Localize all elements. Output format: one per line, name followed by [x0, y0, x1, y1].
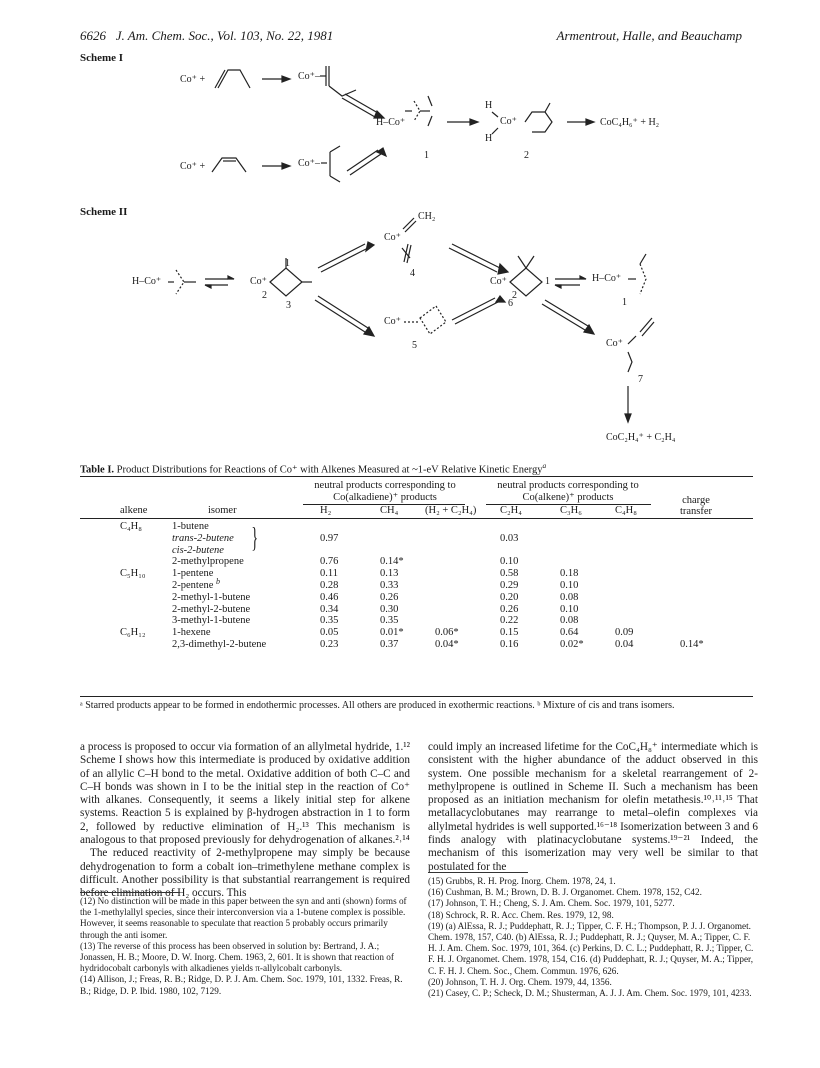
- table-cell-h2: 0.35: [320, 615, 339, 627]
- reference: (17) Johnson, T. H.; Cheng, S. J. Am. Chem. Soc. 1979, 101, 5277.: [428, 898, 675, 909]
- ring-position-2a: 2: [262, 290, 267, 301]
- table-row: [80, 556, 753, 568]
- table-cell-c3h6: 0.10: [560, 603, 579, 615]
- table-cell-h2: 0.05: [320, 627, 339, 639]
- co-species-7: Co⁺: [606, 338, 623, 349]
- table-cell-ch4: 0.33: [380, 579, 399, 591]
- reference: (19) (a) AlEssa, R. J.; Puddephatt, R. J.; Tipper, C. F. H.; Thompson, P. J. J. Organomet. Chem. 1978, 157, C40. (b) AlEssa, R. J.; Puddephatt, R. J.; Quyser, M. A.; Tipper, C. F. H. J. Am. Chem. Soc. 1979, 101, 364. (c) Perkins, D. C. L.; Puddephatt, R. J.; Tipper, C. F. H. J. Organomet. Chem. 1978, 154, C16. (d) Puddephatt, R. J.; Quyser, M. A.; Tipper, C. F. H. J. Chem. Soc., Chem. Commun. 1976, 626.: [428, 920, 754, 976]
- reference: (21) Casey, C. P.; Scheck, D. M.; Shusterman, A. J. J. Am. Chem. Soc. 1979, 101, 4233.: [428, 988, 752, 999]
- compound-number-1: 1: [424, 150, 429, 161]
- paragraph: could imply an increased lifetime for the CoC₄H₈⁺ intermediate which is consistent with the higher abundance of the adduct observed in this system. One possible mechanism for a skeletal rearrangement of 2-methylpropene is outlined in Scheme II. Such a mechanism has been proposed as an initiation mechanism for olefin metathesis.¹⁰˒¹¹˒¹⁵ That metallacyclobutanes may rearrange to metal–olefin complexes via allylmetal hydrides is well supported.¹⁶⁻¹⁸ Isomerization between 3 and 6 finds analogy with platinacyclobutane systems.¹⁹⁻²¹ Indeed, the mechanism of this isomerization may very well be similar to that postulated for the: [428, 741, 758, 873]
- table-cell-isomer: 2,3-dimethyl-2-butene: [172, 638, 267, 650]
- table-cell-c3h6: 0.64: [560, 627, 579, 639]
- table-cell-c2h4: 0.22: [500, 615, 519, 627]
- table-top-rule: [80, 476, 753, 477]
- table-cell-c3h6: 0.10: [560, 579, 579, 591]
- table-footnote: ᵃ Starred products appear to be formed in endothermic processes. All others are produced in exothermic reactions. ᵇ Mixture of cis and trans isomers.: [80, 700, 675, 711]
- header-c2h4: C₂H₄: [500, 505, 522, 516]
- table-caption-sup: a: [542, 461, 547, 470]
- table-cell-h2c2h4: 0.06*: [435, 627, 459, 639]
- compound-number-2: 2: [524, 150, 529, 161]
- co-metallacycle-6: Co⁺: [490, 276, 507, 287]
- table-cell-c2h4: 0.58: [500, 568, 519, 580]
- table-cell-alkene: C₆H₁₂: [120, 627, 146, 639]
- table-row: [80, 639, 753, 651]
- table-cell-h2: 0.11: [320, 568, 338, 580]
- table-cell-isomer: 3-methyl-1-butene: [172, 615, 251, 627]
- footnote-separator-right: [428, 872, 528, 873]
- isomer-brace: }: [251, 523, 259, 554]
- table-cell-c3h6: 0.18: [560, 568, 579, 580]
- table-cell-c4h8: 0.04: [615, 638, 634, 650]
- references-left: [80, 896, 410, 997]
- header-charge-transfer: charge transfer: [679, 495, 713, 517]
- table-cell-ch4: 0.37: [380, 638, 399, 650]
- table-cell-isomer: 1-hexene: [172, 627, 211, 639]
- table-cell-isomer: cis-2-butene: [172, 544, 224, 556]
- table-row: [80, 592, 753, 604]
- co-metallacycle-3: Co⁺: [250, 276, 267, 287]
- table-header-rule: [80, 518, 753, 519]
- reference: (14) Allison, J.; Freas, R. B.; Ridge, D. P. J. Am. Chem. Soc. 1979, 101, 1332. Freas, R. B.; Ridge, D. P. Ibid. 1980, 102, 7129.: [80, 974, 403, 996]
- table-row: [80, 576, 753, 592]
- reference: (15) Grubbs, R. H. Prog. Inorg. Chem. 1978, 24, 1.: [428, 876, 616, 886]
- table-cell-c2h4: 0.15: [500, 627, 519, 639]
- footnote-separator-left: [80, 892, 180, 893]
- compound-number-1-repeat: 1: [622, 297, 627, 308]
- table-cell-c2h4: 0.29: [500, 579, 519, 591]
- reference: (20) Johnson, T. H. J. Org. Chem. 1979, 44, 1356.: [428, 976, 612, 987]
- table-cell-isomer: 2-methyl-1-butene: [172, 591, 251, 603]
- table-row: [80, 615, 753, 627]
- butene-skeleton: [218, 70, 250, 88]
- table-cell-isomer: 1-butene: [172, 521, 209, 532]
- table-cell-ch4: 0.13: [380, 568, 399, 580]
- table-cell-c2h4: 0.10: [500, 556, 519, 568]
- header-ch4: CH₄: [380, 505, 399, 516]
- isomer-footnote-mark: b: [216, 576, 220, 586]
- table-body: [80, 521, 753, 651]
- table-caption-text: Product Distributions for Reactions of Co⁺ with Alkenes Measured at ~1-eV Relative Kinetic Energy: [116, 464, 543, 476]
- table-cell-isomer: 2-methylpropene: [172, 556, 244, 568]
- table-cell-isomer: 1-pentene: [172, 568, 214, 580]
- compound-number-3: 3: [286, 300, 291, 311]
- co-species-4: Co⁺: [384, 232, 401, 243]
- table-cell-c3h6: 0.08: [560, 615, 579, 627]
- body-column-right: [428, 741, 758, 874]
- table-cell-c2h4: 0.16: [500, 638, 519, 650]
- table-caption: [80, 461, 760, 476]
- table-cell-alkene: C₅H₁₀: [120, 568, 146, 580]
- h-co-right: H–Co⁺: [592, 273, 622, 284]
- table-cell-h2: 0.23: [320, 638, 339, 650]
- table-cell-h2: 0.28: [320, 579, 339, 591]
- header-c3h6: C₃H₆: [560, 505, 582, 516]
- header-c4h8: C₄H₈: [615, 505, 637, 516]
- co-ring-label: Co⁺: [500, 116, 517, 127]
- co-plus-reactant-2: Co⁺ +: [180, 161, 206, 172]
- page-number: 6626: [80, 28, 106, 43]
- header-isomer: isomer: [208, 505, 237, 516]
- scheme-1-label: Scheme I: [80, 52, 124, 64]
- table-cell-ch4: 0.14*: [380, 556, 404, 568]
- header-h2-c2h4: (H₂ + C₂H₄): [425, 505, 477, 516]
- ring-position-2b: 2: [512, 290, 517, 301]
- co-complex-1: Co⁺–: [298, 71, 320, 82]
- reference: (18) Schrock, R. R. Acc. Chem. Res. 1979, 12, 98.: [428, 909, 614, 920]
- table-bottom-rule: [80, 696, 753, 697]
- references-right: [428, 876, 758, 999]
- compound-number-4: 4: [410, 268, 415, 279]
- table-row: [80, 545, 753, 557]
- reference: (16) Cushman, B. M.; Brown, D. B. J. Organomet. Chem. 1978, 152, C42.: [428, 887, 702, 898]
- running-header-authors: Armentrout, Halle, and Beauchamp: [556, 28, 742, 43]
- table-cell-h2: 0.97: [320, 532, 339, 544]
- scheme1-final-product: CoC₄H₆⁺ + H₂: [600, 117, 660, 128]
- compound-number-7: 7: [638, 374, 643, 385]
- paragraph: The reduced reactivity of 2-methylpropene may simply be because dehydrogenation to form a cobalt ion–trimethylene methane complex is difficult. Another possibility is that substantial rearrangement is required before elimination of H₂ occurs. This: [80, 847, 410, 900]
- col-group-alkadiene: neutral products corresponding to Co(alkadiene)⁺ products: [314, 480, 456, 503]
- header-alkene: alkene: [120, 505, 148, 516]
- compound-number-5: 5: [412, 340, 417, 351]
- h-co-left: H–Co⁺: [132, 276, 162, 287]
- table-row: [80, 627, 753, 639]
- reference: (13) The reverse of this process has been observed in solution by: Bertrand, J. A.; Jonassen, H. B.; Moore, D. W. Inorg. Chem. 1963, 2, 601. It is shown that reaction of hydridocobalt carbonyls with alkadienes yields π-allylcobalt carbonyls.: [80, 940, 394, 974]
- reference: (12) No distinction will be made in this paper between the syn and anti (shown) forms of the 1-methylallyl species, since their interconversion via a 1-butene complex is possible. However, it seems reasonable to speculate that reaction 5 probably occurs primarily through the anti isomer.: [80, 896, 407, 940]
- table-cell-alkene: C₄H₈: [120, 521, 142, 532]
- table-row: [80, 604, 753, 616]
- paragraph: a process is proposed to occur via formation of an allylmetal hydride, 1.¹² Scheme I shows how this intermediate is produced by oxidative addition of an allylic C–H bond to the metal. Oxidative addition of both C–C and C–H bonds was shown in I to be the initial step in the reaction of Co⁺ with alkanes. Consequently, it seems a likely initial step for alkene systems. Reaction 5 is explained by β-hydrogen abstraction in 1 to form 2, followed by reductive elimination of H₂.¹³ This mechanism is analogous to that proposed previously for dehydrogenation of alkanes.²˒¹⁴: [80, 741, 410, 847]
- co-plus-reactant-1: Co⁺ +: [180, 74, 206, 85]
- table-cell-ch4: 0.26: [380, 591, 399, 603]
- scheme2-final-product: CoC₂H₄⁺ + C₂H₄: [606, 432, 676, 443]
- table-caption-label: Table I.: [80, 464, 115, 476]
- co-species-5: Co⁺: [384, 316, 401, 327]
- compound-number-6: 6: [508, 298, 513, 309]
- body-column-left: [80, 741, 410, 901]
- co-complex-2: Co⁺–: [298, 158, 320, 169]
- h-label-bottom: H: [485, 133, 493, 144]
- h-co-intermediate: H–Co⁺: [376, 117, 406, 128]
- table-cell-c2h4: 0.20: [500, 591, 519, 603]
- header-h2: H₂: [320, 505, 332, 516]
- table-cell-c4h8: 0.09: [615, 627, 634, 639]
- ch2-label: CH₂: [418, 211, 436, 222]
- ring-position-1a: 1: [285, 258, 290, 269]
- table-cell-ch4: 0.01*: [380, 627, 404, 639]
- journal-citation: J. Am. Chem. Soc., Vol. 103, No. 22, 1981: [115, 28, 334, 43]
- table-row: [80, 533, 753, 545]
- table-cell-c2h4: 0.26: [500, 603, 519, 615]
- table-cell-isomer: trans-2-butene: [172, 532, 234, 544]
- table-cell-h2c2h4: 0.04*: [435, 638, 459, 650]
- col-group-alkene: neutral products corresponding to Co(alkene)⁺ products: [497, 480, 639, 503]
- table-cell-ch4: 0.35: [380, 615, 399, 627]
- table-cell-h2: 0.34: [320, 603, 339, 615]
- table-cell-isomer: 2-methyl-2-butene: [172, 603, 251, 615]
- table-cell-c3h6: 0.08: [560, 591, 579, 603]
- table-cell-ct: 0.14*: [680, 638, 704, 650]
- table-cell-c2h4: 0.03: [500, 532, 519, 544]
- scheme-2-label: Scheme II: [80, 206, 128, 218]
- table-cell-h2: 0.46: [320, 591, 339, 603]
- table-row: [80, 568, 753, 580]
- table-cell-c3h6: 0.02*: [560, 638, 584, 650]
- ring-position-1b: 1: [545, 276, 550, 287]
- table-cell-ch4: 0.30: [380, 603, 399, 615]
- table-cell-isomer: 2-pentene: [172, 579, 214, 591]
- reaction-schemes-drawing: [0, 0, 820, 460]
- h-label-top: H: [485, 100, 493, 111]
- table-cell-h2: 0.76: [320, 556, 339, 568]
- table-row: [80, 521, 753, 533]
